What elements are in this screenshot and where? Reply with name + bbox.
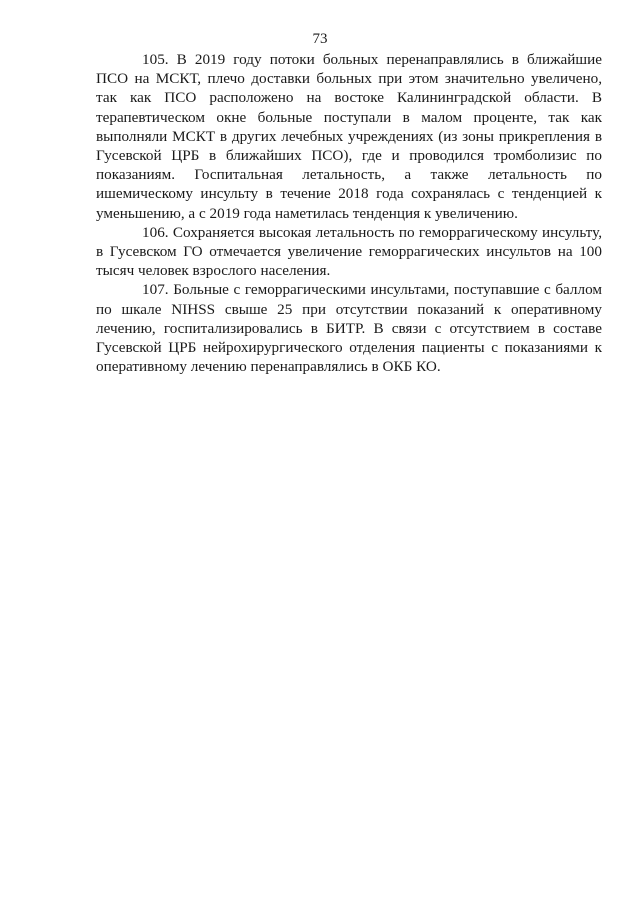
document-body [96,50,602,376]
page-number: 73 [312,31,328,47]
paragraph-107: 107. Больные с геморрагическими инсультами, поступавшие с баллом по шкале NIHSS свыше 25 при отсутствии показаний к оперативному лечению, госпитализировались в БИТР. В связи с отсутствием в составе Гусевской ЦРБ нейрохирургического отделения пациенты с показаниями к оперативному лечению перенаправлялись в ОКБ КО. [96,281,602,376]
paragraph-105: 105. В 2019 году потоки больных перенаправлялись в ближайшие ПСО на МСКТ, плечо доставки больных при этом значительно увеличено, так как ПСО расположено на востоке Калининградской области. В терапевтическом окне больные поступали в малом проценте, так как выполняли МСКТ в других лечебных учреждениях (из зоны прикрепления в Гусевской ЦРБ в ближайших ПСО), где и проводился тромболизис по показаниям. Госпитальная летальность, а также летальность по ишемическому инсульту в течение 2018 года сохранялась с тенденцией к уменьшению, а с 2019 года наметилась тенденция к увеличению. [96,51,602,222]
paragraph-106: 106. Сохраняется высокая летальность по геморрагическому инсульту, в Гусевском ГО отмечается увеличение геморрагических инсультов на 100 тысяч человек взрослого населения. [96,223,602,280]
